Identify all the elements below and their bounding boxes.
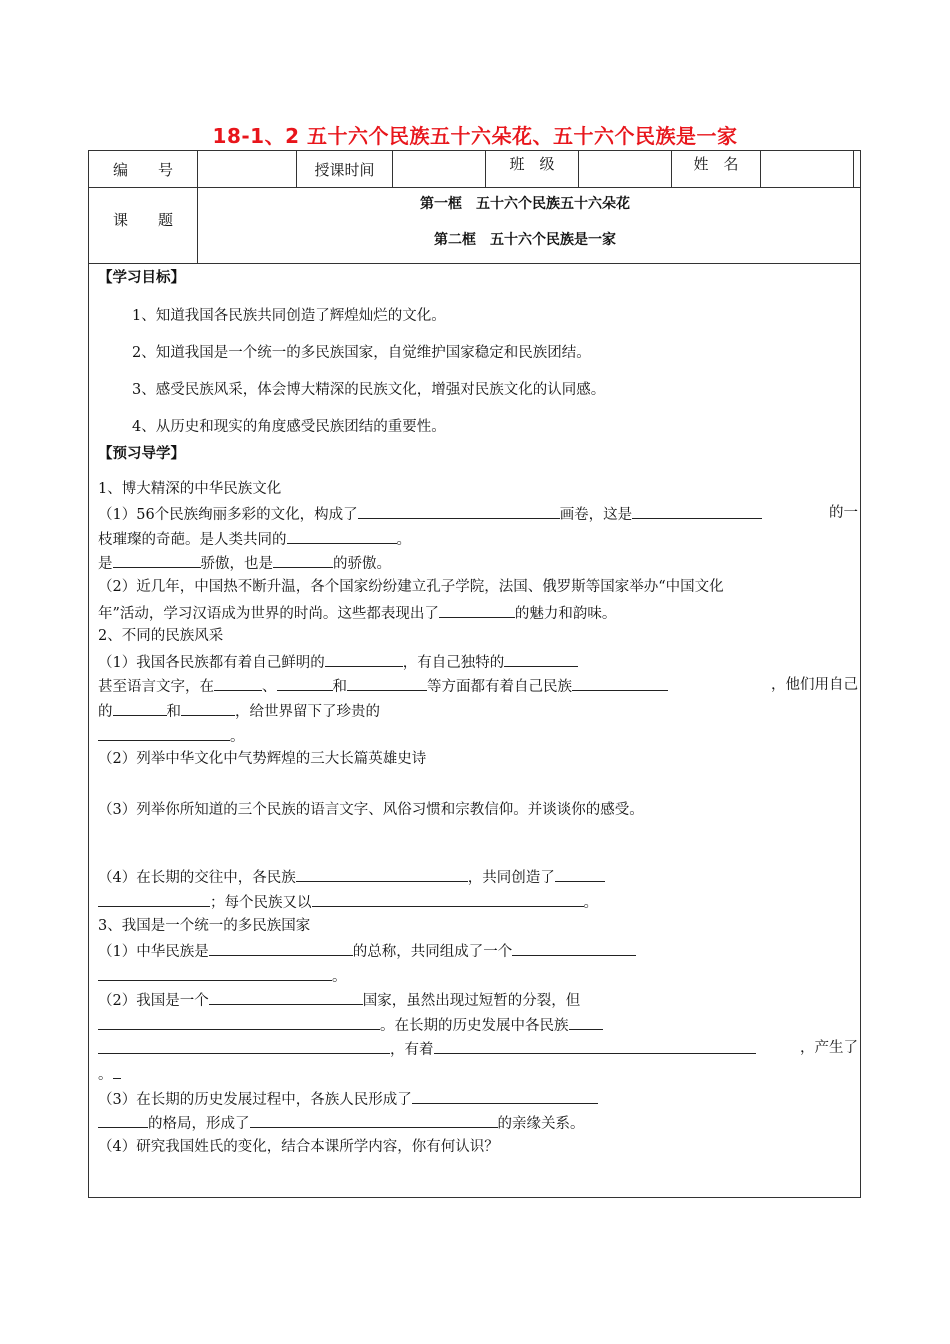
answer-blank[interactable] (273, 550, 333, 568)
objective-item: 1、知道我国各民族共同创造了辉煌灿烂的文化。 (132, 307, 446, 324)
answer-blank[interactable] (209, 938, 353, 956)
question-line: （4）在长期的交往中，各民族 ，共同创造了 (98, 864, 858, 889)
answer-blank[interactable] (632, 501, 762, 519)
answer-blank[interactable] (569, 1012, 603, 1030)
answer-blank[interactable] (250, 1110, 498, 1128)
answer-blank[interactable] (504, 649, 578, 667)
answer-blank[interactable] (277, 673, 333, 691)
preview-section (98, 442, 858, 1159)
question-line: 的 和 ，给世界留下了珍贵的 (98, 698, 858, 723)
question-line: 。在长期的历史发展中各民族 (98, 1012, 858, 1037)
objective-item: 2、知道我国是一个统一的多民族国家，自觉维护国家稳定和民族团结。 (132, 344, 591, 361)
answer-blank[interactable] (113, 698, 167, 716)
table-divider (392, 150, 393, 187)
objective-item: 3、感受民族风采，体会博大精深的民族文化，增强对民族文化的认同感。 (132, 381, 606, 398)
name-label: 姓 名 (693, 155, 739, 173)
question-line: （1）中华民族是 的总称，共同组成了一个 (98, 938, 858, 963)
answer-blank[interactable] (287, 526, 397, 544)
answer-blank[interactable] (98, 963, 332, 981)
class-label: 班 级 (509, 155, 555, 173)
question-line: （1）56个民族绚丽多彩的文化，构成了 画卷，这是 的一 (98, 501, 858, 526)
number-label: 编 号 (112, 161, 173, 179)
question-line: ，有着 ，产生了 (98, 1036, 858, 1061)
answer-blank[interactable] (555, 864, 605, 882)
answer-blank[interactable] (358, 501, 560, 519)
answer-blank[interactable] (113, 1061, 121, 1079)
topic-line-1: 第一框 五十六个民族五十六朵花 (420, 196, 630, 212)
question-line: 枝璀璨的奇葩。是人类共同的 。 (98, 526, 858, 551)
question-line: （2）我国是一个 国家，虽然出现过短暂的分裂，但 (98, 987, 858, 1012)
answer-blank[interactable] (312, 889, 584, 907)
document-title: 18-1、2 五十六个民族五十六朵花、五十六个民族是一家 (212, 124, 738, 148)
question-line: （3）在长期的历史发展过程中，各族人民形成了 (98, 1086, 858, 1111)
answer-blank[interactable] (98, 1036, 390, 1054)
question-line: 的格局，形成了 的亲缘关系。 (98, 1110, 858, 1135)
question-line: （2）近几年，中国热不断升温，各个国家纷纷建立孔子学院，法国、俄罗斯等国家举办“中国文化 (98, 578, 724, 595)
section-1-title: 1、博大精深的中华民族文化 (98, 480, 282, 497)
table-divider (760, 150, 761, 187)
answer-blank[interactable] (296, 864, 468, 882)
answer-blank[interactable] (512, 938, 636, 956)
answer-blank[interactable] (439, 600, 515, 618)
section-2-title: 2、不同的民族风采 (98, 628, 224, 645)
topic-label: 课 题 (112, 211, 173, 229)
preview-heading: 【预习导学】 (98, 445, 185, 462)
answer-blank[interactable] (113, 550, 201, 568)
question-line: 。 (98, 963, 858, 988)
objective-item: 4、从历史和现实的角度感受民族团结的重要性。 (132, 418, 446, 435)
question-line: ；每个民族又以 。 (98, 889, 858, 914)
question-line: 年”活动，学习汉语成为世界的时尚。这些都表现出了 的魅力和韵味。 (98, 600, 858, 625)
table-divider (197, 150, 198, 263)
question-line: （2）列举中华文化中气势辉煌的三大长篇英雄史诗 (98, 751, 427, 768)
answer-blank[interactable] (325, 649, 403, 667)
question-line: 甚至语言文字，在 、 和 等方面都有着自己民族 ，他们用自己 (98, 673, 858, 698)
answer-blank[interactable] (572, 673, 668, 691)
answer-blank[interactable] (98, 889, 210, 907)
answer-blank[interactable] (98, 723, 230, 741)
question-line: 是 骄傲，也是 的骄傲。 (98, 550, 858, 575)
section-3-title: 3、我国是一个统一的多民族国家 (98, 917, 311, 934)
answer-blank[interactable] (412, 1086, 598, 1104)
objectives-section (98, 266, 858, 446)
table-divider (853, 150, 854, 187)
objectives-heading: 【学习目标】 (98, 269, 185, 286)
question-line: （4）研究我国姓氏的变化，结合本课所学内容，你有何认识？ (98, 1138, 499, 1155)
question-line: （3）列举你所知道的三个民族的语言文字、风俗习惯和宗教信仰。并谈谈你的感受。 (98, 801, 644, 818)
question-line: （1）我国各民族都有着自己鲜明的 ，有自己独特的 (98, 649, 858, 674)
table-divider (88, 187, 861, 188)
answer-blank[interactable] (214, 673, 262, 691)
lesson-time-label: 授课时间 (314, 161, 375, 179)
answer-blank[interactable] (98, 1110, 148, 1128)
answer-blank[interactable] (347, 673, 427, 691)
answer-blank[interactable] (209, 987, 363, 1005)
answer-blank[interactable] (98, 1012, 380, 1030)
question-line: 。 (98, 1061, 858, 1086)
table-divider (88, 263, 861, 264)
topic-line-2: 第二框 五十六个民族是一家 (434, 232, 616, 248)
question-line: 。 (98, 723, 858, 748)
table-divider (578, 150, 579, 187)
answer-blank[interactable] (434, 1036, 756, 1054)
answer-blank[interactable] (181, 698, 235, 716)
